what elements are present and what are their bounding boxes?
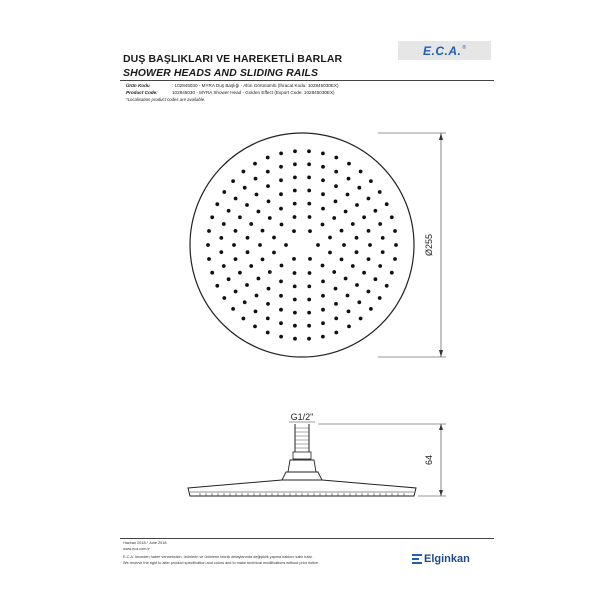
nozzle-dot <box>234 229 238 233</box>
nozzle-dot <box>393 257 397 261</box>
nozzle-dot <box>284 243 288 247</box>
nozzle-dot <box>243 186 247 190</box>
nozzle-dot <box>357 300 361 304</box>
nozzle-dot <box>328 236 332 240</box>
diameter-dimension <box>378 133 446 357</box>
nozzle-dot <box>307 176 311 180</box>
nozzle-dot <box>246 250 250 254</box>
nozzle-dot <box>266 170 270 174</box>
nozzle-dot <box>334 184 338 188</box>
nozzle-dot <box>266 302 270 306</box>
nozzle-dot <box>279 178 283 182</box>
nozzle-dot <box>351 264 355 268</box>
nozzle-dot <box>261 258 265 262</box>
nozzle-dot <box>279 165 283 169</box>
nozzle-dot <box>347 177 351 181</box>
diameter-label: Ø255 <box>424 233 434 257</box>
nozzle-dot <box>347 310 351 314</box>
nozzle-dot <box>268 270 272 274</box>
nozzle-dot <box>321 178 325 182</box>
nozzle-dot <box>316 243 320 247</box>
nozzle-dot <box>207 257 211 261</box>
nozzle-dot <box>245 203 249 207</box>
registered-mark: ® <box>462 44 467 51</box>
nozzle-dot <box>234 257 238 261</box>
nozzle-dot <box>279 280 283 284</box>
product-code-en-label: Product Code: <box>126 90 158 95</box>
nozzle-dot <box>222 264 226 268</box>
nozzle-dot <box>266 156 270 160</box>
nozzle-dot <box>308 215 312 219</box>
height-label: 64 <box>424 454 434 466</box>
nozzle-dot <box>279 152 283 156</box>
nozzle-dot <box>279 308 283 312</box>
nozzle-dot <box>307 298 311 302</box>
nozzle-dot <box>385 284 389 288</box>
shower-head-side-view <box>188 424 416 496</box>
nozzle-dot <box>347 325 351 329</box>
nozzle-dot <box>344 210 348 214</box>
nozzle-dot <box>293 176 297 180</box>
nozzle-dot <box>245 283 249 287</box>
shower-head-outline <box>190 133 414 357</box>
nozzle-dot <box>378 264 382 268</box>
nozzle-dot <box>321 280 325 284</box>
nozzle-dot <box>238 215 242 219</box>
nozzle-dot <box>308 271 312 275</box>
nozzle-dot <box>355 236 359 240</box>
nozzle-dot <box>321 335 325 339</box>
nozzle-dot <box>355 283 359 287</box>
nozzle-dot <box>280 223 284 227</box>
nozzle-dot <box>346 193 350 197</box>
nozzle-dot <box>242 170 246 174</box>
nozzle-dot <box>367 257 371 261</box>
nozzle-dot <box>332 216 336 220</box>
nozzle-dot <box>334 200 338 204</box>
nozzle-dot <box>367 197 371 201</box>
nozzle-dot <box>293 324 297 328</box>
nozzle-dot <box>266 331 270 335</box>
nozzle-dot <box>234 197 238 201</box>
eca-logo-text: E.C.A. <box>422 43 462 58</box>
elginkan-logo-icon <box>412 554 422 565</box>
nozzle-dot <box>359 170 363 174</box>
shower-head-top-view <box>190 133 414 357</box>
nozzle-dot <box>293 271 297 275</box>
nozzle-dot <box>390 215 394 219</box>
footer-disclaimer-tr: E.C.A. önceden haber vermeksizin, ürünlerin ve ürünlerin teknik detaylarında değişiklik yapma hakkını saklı tutar. <box>123 555 313 559</box>
nozzle-dot <box>292 257 296 261</box>
nozzle-dot <box>206 243 210 247</box>
nozzle-dot <box>378 222 382 226</box>
nozzle-dot <box>321 321 325 325</box>
nozzle-dot <box>219 236 223 240</box>
nozzle-dot <box>321 223 325 227</box>
nozzle-dot <box>344 277 348 281</box>
nozzle-dot <box>381 236 385 240</box>
nozzle-dot <box>227 209 231 213</box>
nozzle-dot <box>308 257 312 261</box>
nozzle-dot <box>307 202 311 206</box>
nozzle-dot <box>367 290 371 294</box>
nozzle-dot <box>367 229 371 233</box>
nozzle-dot <box>254 177 258 181</box>
nozzle-dot <box>272 251 276 255</box>
nozzle-dot <box>390 271 394 275</box>
nozzle-dot <box>246 236 250 240</box>
nozzle-dot <box>219 250 223 254</box>
nozzle-dot <box>234 290 238 294</box>
nozzle-dot <box>321 308 325 312</box>
nozzle-dot <box>231 179 235 183</box>
nozzle-dot <box>279 321 283 325</box>
nozzle-dot <box>334 156 338 160</box>
nozzle-dot <box>321 152 325 156</box>
nozzle-dot <box>255 294 259 298</box>
nozzle-dot <box>328 251 332 255</box>
nozzle-dot <box>293 285 297 289</box>
nozzle-dot <box>362 215 366 219</box>
nozzle-dot <box>357 186 361 190</box>
nozzle-dot <box>321 165 325 169</box>
nozzle-dot <box>307 311 311 315</box>
nozzle-dot <box>279 294 283 298</box>
footer-disclaimer-en: We reserve the right to alter product specification and colors and to make technical modifications without prior notice. <box>123 561 320 565</box>
nozzle-dot <box>261 229 265 233</box>
nozzle-dot <box>385 202 389 206</box>
nozzle-dot <box>293 337 297 341</box>
elginkan-brand-text: Elginkan <box>424 553 470 565</box>
nozzle-dot <box>378 296 382 300</box>
nozzle-dot <box>207 229 211 233</box>
nozzle-dot <box>257 210 261 214</box>
nozzle-dot <box>258 243 262 247</box>
nozzle-dot <box>293 298 297 302</box>
nozzle-dot <box>253 162 257 166</box>
nozzle-dot <box>307 337 311 341</box>
nozzle-dot <box>332 270 336 274</box>
nozzle-dot <box>351 222 355 226</box>
footer-website[interactable]: www.eca.com.tr <box>123 547 150 551</box>
nozzle-dot <box>227 277 231 281</box>
nozzle-dot <box>394 243 398 247</box>
nozzle-dot <box>257 277 261 281</box>
nozzle-dot <box>272 236 276 240</box>
thread-label: G1/2" <box>290 412 314 422</box>
nozzle-dot <box>334 302 338 306</box>
nozzle-dot <box>362 271 366 275</box>
nozzle-dot <box>346 294 350 298</box>
nozzle-dot <box>369 307 373 311</box>
nozzle-dot <box>222 296 226 300</box>
nozzle-dot <box>293 189 297 193</box>
nozzle-dot <box>267 200 271 204</box>
nozzle-dot <box>293 215 297 219</box>
nozzle-pattern <box>206 149 398 340</box>
product-code-tr-label: Ürün Kodu <box>126 83 150 88</box>
nozzle-dot <box>368 243 372 247</box>
nozzle-dot <box>254 310 258 314</box>
nozzle-dot <box>293 162 297 166</box>
nozzle-dot <box>253 325 257 329</box>
nozzle-dot <box>279 207 283 211</box>
nozzle-dot <box>334 287 338 291</box>
document-title-tr: DUŞ BAŞLIKLARI VE HAREKETLİ BARLAR <box>123 53 343 65</box>
nozzle-dot <box>342 243 346 247</box>
nozzle-dot <box>321 294 325 298</box>
nozzle-dot <box>369 179 373 183</box>
document-title-en: SHOWER HEADS AND SLIDING RAILS <box>123 67 319 79</box>
nozzle-dot <box>307 189 311 193</box>
nozzle-dot <box>347 162 351 166</box>
nozzle-dot <box>334 317 338 321</box>
product-code-en-value: 102845030 - MYRA Shower Head - Golden Effect (Export Code: 102845030EX) <box>172 90 335 95</box>
nozzle-dot <box>340 258 344 262</box>
nozzle-dot <box>249 264 253 268</box>
nozzle-dot <box>249 222 253 226</box>
nozzle-dot <box>307 324 311 328</box>
nozzle-dot <box>238 271 242 275</box>
nozzle-dot <box>293 149 297 153</box>
nozzle-dot <box>266 317 270 321</box>
nozzle-dot <box>293 202 297 206</box>
product-code-tr-value: : 102845030 - MYRA Duş Başlığı - Altın Görünümlü (İhracat Kodu: 102845030EX) <box>172 83 339 88</box>
nozzle-dot <box>222 222 226 226</box>
nozzle-dot <box>210 271 214 275</box>
nozzle-dot <box>279 335 283 339</box>
nozzle-dot <box>378 190 382 194</box>
nozzle-dot <box>381 250 385 254</box>
nozzle-dot <box>242 317 246 321</box>
nozzle-dot <box>232 243 236 247</box>
nozzle-dot <box>308 229 312 233</box>
nozzle-dot <box>307 162 311 166</box>
nozzle-dot <box>340 229 344 233</box>
nozzle-dot <box>210 215 214 219</box>
nozzle-dot <box>359 317 363 321</box>
nozzle-dot <box>280 264 284 268</box>
nozzle-dot <box>374 209 378 213</box>
nozzle-dot <box>243 300 247 304</box>
nozzle-dot <box>222 190 226 194</box>
nozzle-dot <box>393 229 397 233</box>
nozzle-dot <box>307 285 311 289</box>
nozzle-dot <box>293 311 297 315</box>
nozzle-dot <box>266 184 270 188</box>
nozzle-dot <box>355 203 359 207</box>
nozzle-dot <box>355 250 359 254</box>
nozzle-dot <box>255 193 259 197</box>
nozzle-dot <box>267 287 271 291</box>
nozzle-dot <box>334 170 338 174</box>
nozzle-dot <box>321 207 325 211</box>
nozzle-dot <box>292 229 296 233</box>
nozzle-dot <box>334 331 338 335</box>
nozzle-dot <box>321 264 325 268</box>
nozzle-dot <box>268 216 272 220</box>
footer-date: Haziran 2018 / June 2018 <box>123 541 167 545</box>
nozzle-dot <box>307 149 311 153</box>
thread-dimension <box>289 412 315 422</box>
footer-divider <box>120 538 494 539</box>
nozzle-dot <box>321 192 325 196</box>
nozzle-dot <box>215 202 219 206</box>
nozzle-dot <box>374 277 378 281</box>
nozzle-dot <box>279 192 283 196</box>
nozzle-dot <box>215 284 219 288</box>
nozzle-dot <box>231 307 235 311</box>
elginkan-brand <box>412 553 470 565</box>
localisation-note: *Localisation product codes are available. <box>126 97 206 102</box>
